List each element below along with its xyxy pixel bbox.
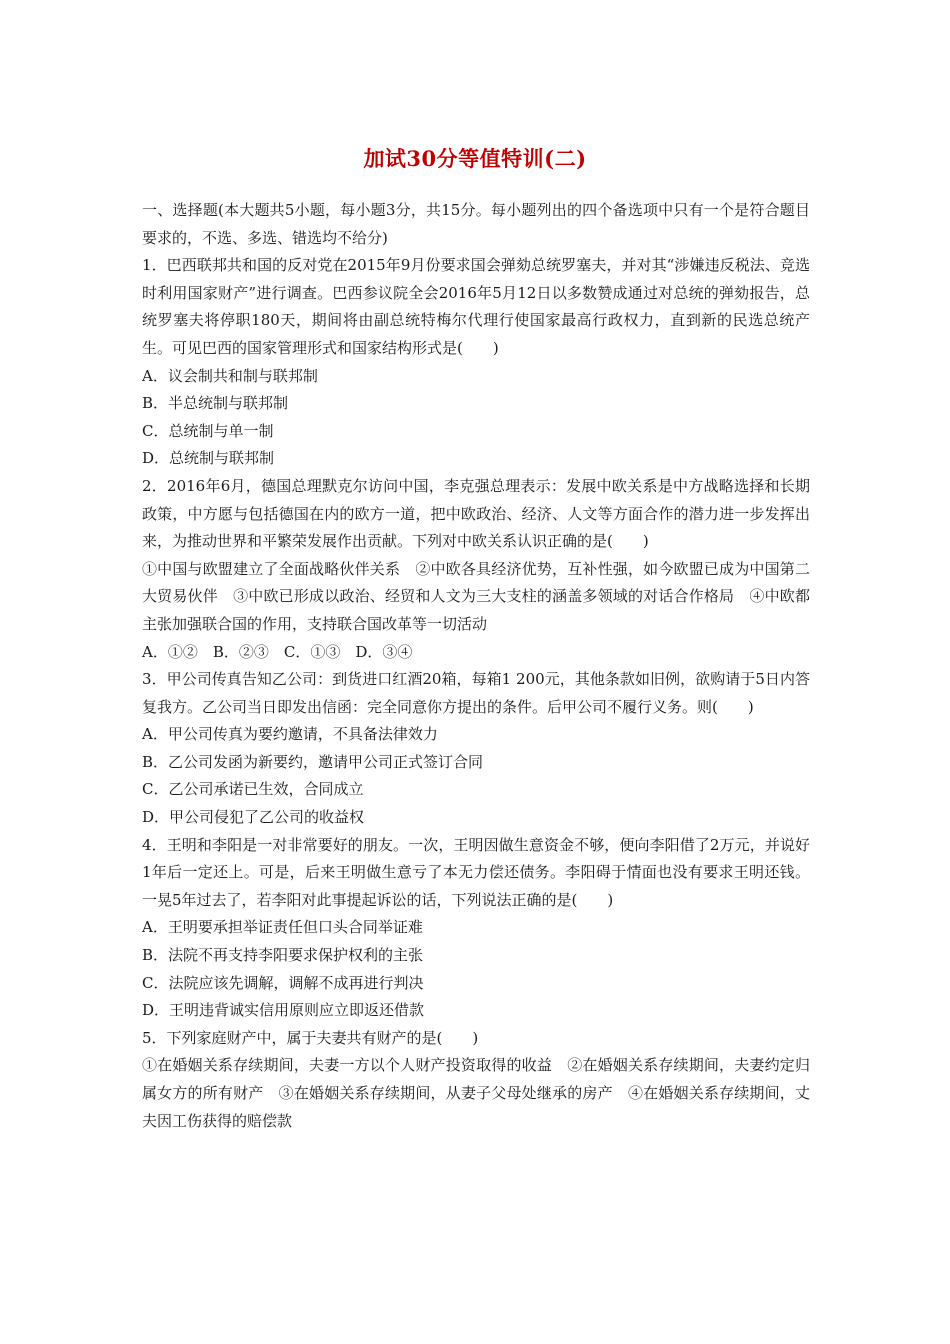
question-4-option-a: A．王明要承担举证责任但口头合同举证难 (142, 918, 423, 937)
question-3-option-c: C．乙公司承诺已生效，合同成立 (142, 780, 364, 799)
question-2-statements: ①中国与欧盟建立了全面战略伙伴关系 ②中欧各具经济优势，互补性强，如今欧盟已成为中国第二大贸易伙伴 ③中欧已形成以政治、经贸和人文为三大支柱的涵盖多领域的对话合作格局 ④中欧都主张加强联合国的作用，支持联合国改革等一切活动 (142, 559, 810, 633)
question-4-option-b: B．法院不再支持李阳要求保护权利的主张 (142, 946, 424, 965)
question-4-option-c: C．法院应该先调解，调解不成再进行判决 (142, 973, 424, 992)
question-3-option-b: B．乙公司发函为新要约，邀请甲公司正式签订合同 (142, 752, 484, 771)
question-4-stem: 4．王明和李阳是一对非常要好的朋友。一次，王明因做生意资金不够，便向李阳借了2万元，并说好1年后一定还上。可是，后来王明做生意亏了本无力偿还债务。李阳碍于情面也没有要求王明还钱。一晃5年过去了，若李阳对此事提起诉讼的话，下列说法正确的是( ) (142, 835, 810, 909)
question-3-stem: 3．甲公司传真告知乙公司：到货进口红酒20箱，每箱1 200元，其他条款如旧例，欲购请于5日内答复我方。乙公司当日即发出信函：完全同意你方提出的条件。后甲公司不履行义务。则( ) (142, 670, 810, 716)
question-1-option-c: C．总统制与单一制 (142, 421, 274, 440)
question-3-option-d: D．甲公司侵犯了乙公司的收益权 (142, 808, 365, 827)
question-5-statements: ①在婚姻关系存续期间，夫妻一方以个人财产投资取得的收益 ②在婚姻关系存续期间，夫妻约定归属女方的所有财产 ③在婚姻关系存续期间，从妻子父母处继承的房产 ④在婚姻关系存续期间，丈夫因工伤获得的赔偿款 (142, 1056, 810, 1130)
question-1-option-b: B．半总统制与联邦制 (142, 394, 289, 413)
question-5-stem: 5．下列家庭财产中，属于夫妻共有财产的是( ) (142, 1028, 479, 1047)
question-1-stem: 1．巴西联邦共和国的反对党在2015年9月份要求国会弹劾总统罗塞夫，并对其“涉嫌违反税法、竞选时利用国家财产”进行调查。巴西参议院全会2016年5月12日以多数赞成通过对总统的弹劾报告，总统罗塞夫将停职180天，期间将由副总统特梅尔代理行使国家最高行政权力，直到新的民选总统产生。可见巴西的国家管理形式和国家结构形式是( ) (142, 256, 810, 357)
question-1-option-d: D．总统制与联邦制 (142, 449, 275, 468)
question-2-stem: 2．2016年6月，德国总理默克尔访问中国，李克强总理表示：发展中欧关系是中方战略选择和长期政策，中方愿与包括德国在内的欧方一道，把中欧政治、经济、人文等方面合作的潜力进一步发挥出来，为推动世界和平繁荣发展作出贡献。下列对中欧关系认识正确的是( ) (142, 476, 810, 551)
question-3-option-a: A．甲公司传真为要约邀请，不具备法律效力 (142, 725, 438, 744)
page-title: 加试30分等值特训(二) (363, 146, 587, 171)
question-1-option-a: A．议会制共和制与联邦制 (142, 366, 318, 385)
question-4-option-d: D．王明违背诚实信用原则应立即返还借款 (142, 1001, 425, 1020)
section-header: 一、选择题(本大题共5小题，每小题3分，共15分。每小题列出的四个备选项中只有一个是符合题目要求的，不选、多选、错选均不给分) (142, 201, 810, 247)
document-body (142, 197, 810, 1135)
question-2-options: A．①② B．②③ C．①③ D．③④ (142, 642, 413, 661)
